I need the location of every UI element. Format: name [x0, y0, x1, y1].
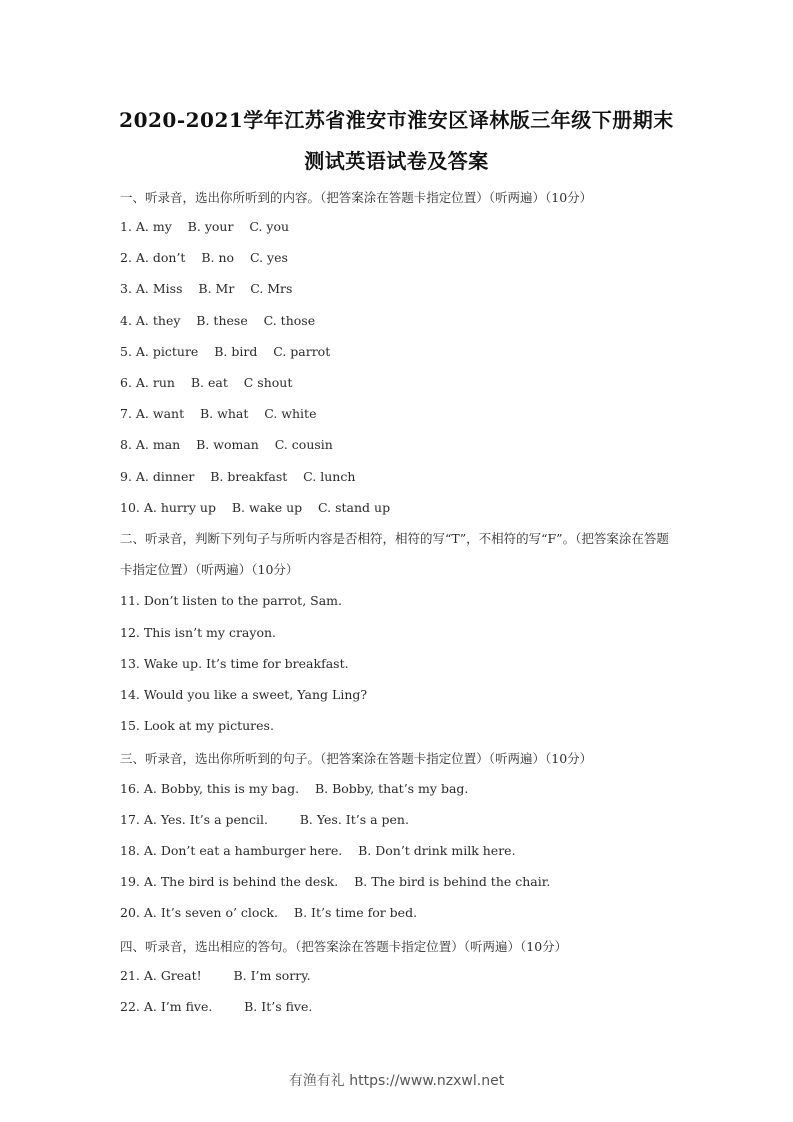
- question-11: 11. Don’t listen to the parrot, Sam.: [120, 593, 342, 608]
- question-19: 19. A. The bird is behind the desk. B. The bird is behind the chair.: [120, 874, 551, 889]
- question-15: 15. Look at my pictures.: [120, 718, 274, 733]
- question-7: 7. A. want B. what C. white: [120, 406, 317, 421]
- section-4-heading: 四、听录音，选出相应的答句。（把答案涂在答题卡指定位置）（听两遍）（10分）: [120, 939, 568, 954]
- question-1: 1. A. my B. your C. you: [120, 219, 290, 234]
- document-title-line-2: 测试英语试卷及答案: [304, 149, 489, 173]
- question-5: 5. A. picture B. bird C. parrot: [120, 344, 331, 359]
- section-1-heading: 一、听录音，选出你所听到的内容。（把答案涂在答题卡指定位置）（听两遍）（10分）: [120, 190, 593, 205]
- watermark-footer: 有渔有礼 https://www.nzxwl.net: [288, 1073, 505, 1089]
- question-20: 20. A. It’s seven o’ clock. B. It’s time for bed.: [120, 905, 418, 920]
- question-21: 21. A. Great! B. I’m sorry.: [120, 968, 311, 983]
- question-13: 13. Wake up. It’s time for breakfast.: [120, 656, 349, 671]
- question-17: 17. A. Yes. It’s a pencil. B. Yes. It’s a pen.: [120, 812, 409, 827]
- question-3: 3. A. Miss B. Mr C. Mrs: [120, 281, 293, 296]
- question-12: 12. This isn’t my crayon.: [120, 625, 276, 640]
- document-title-line-1: 2020-2021学年江苏省淮安市淮安区译林版三年级下册期末: [119, 108, 674, 132]
- question-16: 16. A. Bobby, this is my bag. B. Bobby, that’s my bag.: [120, 781, 469, 796]
- question-2: 2. A. don’t B. no C. yes: [120, 250, 288, 265]
- section-3-heading: 三、听录音，选出你所听到的句子。（把答案涂在答题卡指定位置）（听两遍）（10分）: [120, 751, 593, 766]
- question-8: 8. A. man B. woman C. cousin: [120, 437, 333, 452]
- question-10: 10. A. hurry up B. wake up C. stand up: [120, 500, 391, 515]
- question-6: 6. A. run B. eat C shout: [120, 375, 293, 390]
- section-2-heading: 二、听录音，判断下列句子与所听内容是否相符，相符的写“T”，不相符的写“F”。（把答案涂在答题卡指定位置）（听两遍）（10分）: [120, 531, 669, 577]
- question-22: 22. A. I’m five. B. It’s five.: [120, 999, 313, 1014]
- question-14: 14. Would you like a sweet, Yang Ling?: [120, 687, 368, 702]
- question-18: 18. A. Don’t eat a hamburger here. B. Don’t drink milk here.: [120, 843, 516, 858]
- question-9: 9. A. dinner B. breakfast C. lunch: [120, 469, 356, 484]
- question-4: 4. A. they B. these C. those: [120, 313, 316, 328]
